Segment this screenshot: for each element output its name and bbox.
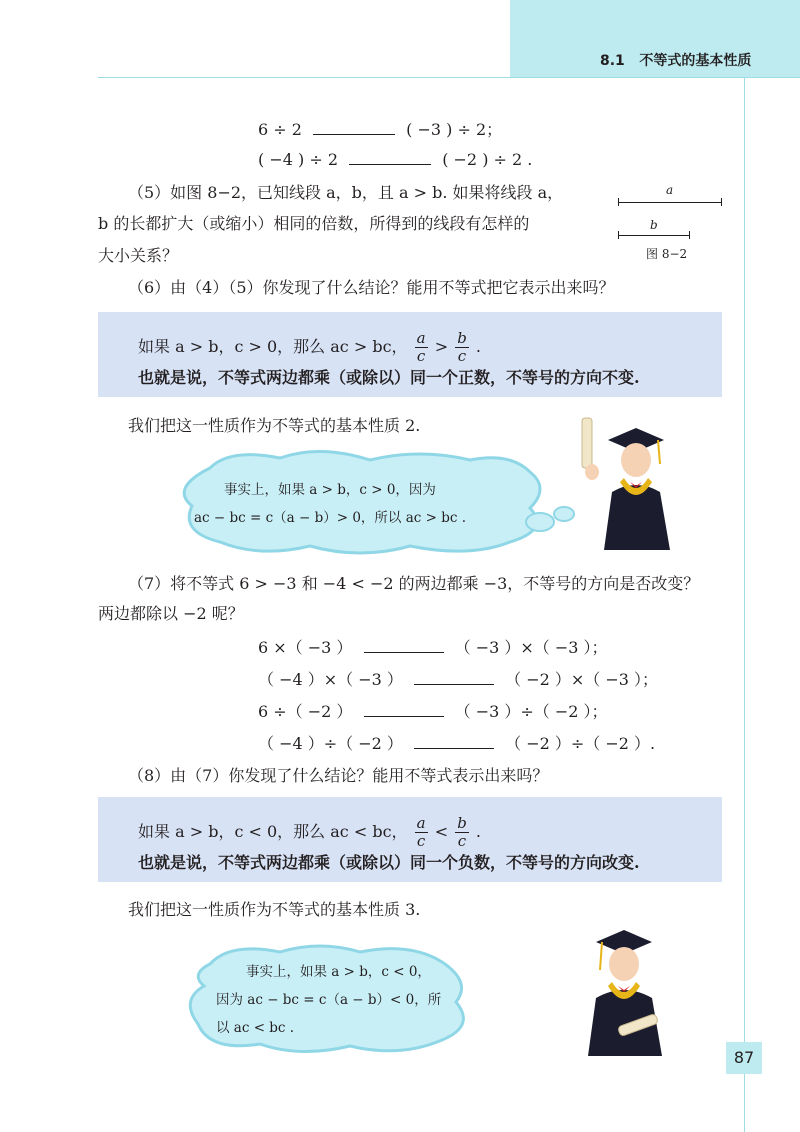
fraction-b-over-c <box>455 330 469 365</box>
denominator: c <box>457 832 467 850</box>
answer-blank[interactable] <box>414 734 494 749</box>
mult-line-1 <box>258 638 608 658</box>
eq-right: （ −3 ）÷（ −2 ）； <box>454 702 608 721</box>
figure-caption: 图 8−2 <box>646 247 688 261</box>
eq-right: （ −2 ）×（ −3 ）； <box>505 670 659 689</box>
eq-left: 6 ×（ −3 ） <box>258 638 353 657</box>
eq-left: ( −4 ) ÷ 2 <box>258 150 338 169</box>
q7-line-1: （7）将不等式 6 > −3 和 −4 < −2 的两边都乘 −3，不等号的方向是否改变？ <box>128 574 700 593</box>
period: . <box>475 822 481 841</box>
segment-a-tick <box>618 198 619 206</box>
segment-a <box>618 202 722 203</box>
box2-condition: 如果 a > b，c < 0，那么 ac < bc， <box>138 822 408 841</box>
fraction-b-over-c <box>455 815 469 850</box>
segment-a-tick <box>721 198 722 206</box>
numerator: a <box>416 329 426 347</box>
segment-b-tick <box>689 231 690 239</box>
answer-blank[interactable] <box>364 702 444 717</box>
segment-b-tick <box>618 231 619 239</box>
inequality-sign: < <box>434 822 449 841</box>
answer-blank[interactable] <box>364 638 444 653</box>
cloud2-line-1: 事实上，如果 a > b，c < 0， <box>246 964 431 980</box>
answer-blank[interactable] <box>349 150 431 165</box>
eq-right: （ −3 ）×（ −3 ）； <box>454 638 608 657</box>
q5-line-2: b 的长都扩大（或缩小）相同的倍数，所得到的线段有怎样的 <box>98 214 530 233</box>
box1-statement <box>138 330 481 365</box>
eq-left: （ −4 ）÷（ −2 ） <box>258 734 403 753</box>
answer-blank[interactable] <box>414 670 494 685</box>
cloud1-line-1: 事实上，如果 a > b，c > 0，因为 <box>224 482 436 498</box>
q5-line-1: （5）如图 8−2，已知线段 a，b，且 a > b. 如果将线段 a， <box>128 183 564 202</box>
cloud1-line-2: ac − bc = c（a − b）> 0，所以 ac > bc . <box>194 510 467 526</box>
denominator: c <box>416 832 426 850</box>
denominator: c <box>416 347 426 365</box>
box1-explanation: 也就是说，不等式两边都乘（或除以）同一个正数，不等号的方向不变. <box>138 368 640 387</box>
box2-explanation: 也就是说，不等式两边都乘（或除以）同一个负数，不等号的方向改变. <box>138 853 640 872</box>
q6-line: （6）由（4）（5）你发现了什么结论？能用不等式把它表示出来吗？ <box>128 278 615 297</box>
property-2-statement: 我们把这一性质作为不等式的基本性质 2. <box>128 416 421 435</box>
side-rule <box>744 78 745 1132</box>
eq-right: （ −2 ）÷（ −2 ）. <box>505 734 656 753</box>
page-number: 87 <box>726 1042 762 1074</box>
q8-line: （8）由（7）你发现了什么结论？能用不等式表示出来吗？ <box>128 766 549 785</box>
eq-left: 6 ÷（ −2 ） <box>258 702 353 721</box>
graduate-boy-illustration <box>578 924 670 1058</box>
q7-line-2: 两边都除以 −2 呢？ <box>98 604 244 623</box>
fraction-a-over-c <box>415 815 428 850</box>
fraction-a-over-c <box>415 330 428 365</box>
eq-left: 6 ÷ 2 <box>258 120 302 139</box>
q5-line-3: 大小关系？ <box>98 246 179 265</box>
segment-b-label: b <box>650 218 658 232</box>
box2-statement <box>138 815 481 850</box>
segment-a-label: a <box>666 183 674 197</box>
period: . <box>475 337 481 356</box>
eq-line-1 <box>258 120 502 140</box>
graduate-girl-illustration <box>578 412 678 552</box>
header-rule <box>98 77 800 78</box>
inequality-sign: > <box>434 337 449 356</box>
cloud2-line-2: 因为 ac − bc = c（a − b）< 0，所 <box>216 992 442 1008</box>
denominator: c <box>457 347 467 365</box>
section-title: 8.1 不等式的基本性质 <box>600 53 752 69</box>
numerator: a <box>416 814 426 832</box>
cloud2-line-3: 以 ac < bc . <box>216 1020 295 1036</box>
property-3-statement: 我们把这一性质作为不等式的基本性质 3. <box>128 900 421 919</box>
numerator: b <box>457 329 467 347</box>
eq-right: ( −3 ) ÷ 2； <box>406 120 503 139</box>
div-line-2 <box>258 734 655 754</box>
segment-b <box>618 235 690 236</box>
eq-line-2 <box>258 150 532 170</box>
eq-right: ( −2 ) ÷ 2 . <box>442 150 533 169</box>
div-line-1 <box>258 702 608 722</box>
answer-blank[interactable] <box>313 120 395 135</box>
mult-line-2 <box>258 670 658 690</box>
thought-cloud <box>170 448 580 560</box>
box1-condition: 如果 a > b，c > 0，那么 ac > bc， <box>138 337 408 356</box>
eq-left: （ −4 ）×（ −3 ） <box>258 670 403 689</box>
numerator: b <box>457 814 467 832</box>
